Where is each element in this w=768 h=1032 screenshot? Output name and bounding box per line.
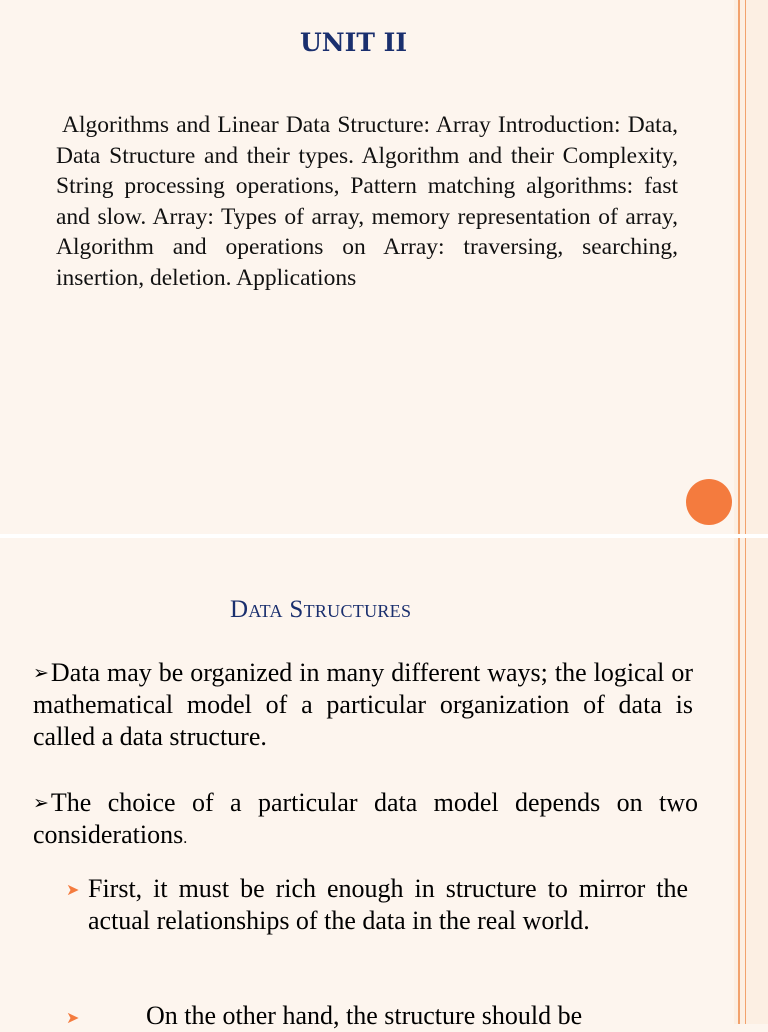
syllabus-paragraph: Algorithms and Linear Data Structure: Array Introduction: Data, Data Structure and their types. Algorithm and their Complexity, String processing operations, Pattern matching algorithms: fast and slow. Array: Types of array, memory representation of array, Algorithm and operations on Array: traversing, searching, insertion, deletion. Applications	[56, 112, 678, 291]
bullet-1-text: Data may be organized in many different ways; the logical or mathematical model of a particular organization of data is called a data structure.	[33, 658, 693, 751]
orange-chevron-icon: ➤	[66, 1008, 80, 1027]
arrow-bullet-icon: ➢	[33, 792, 49, 814]
section-title: Data Structures	[230, 596, 412, 623]
bullet-2-text: The choice of a particular data model depends on two considerations	[33, 788, 698, 849]
bullet-2	[33, 787, 698, 855]
orange-chevron-icon: ➤	[66, 880, 80, 899]
sub-bullet-2-text: On the other hand, the structure should be	[146, 1001, 583, 1030]
slide-divider	[0, 534, 768, 538]
unit-title: UNIT II	[300, 28, 408, 57]
orange-circle-icon	[686, 479, 732, 525]
sub-bullet-1: First, it must be rich enough in structure to mirror the actual relationships of the data in the real world.	[88, 874, 688, 935]
rail-line-inner	[745, 0, 746, 1024]
bullet-2-period: .	[183, 830, 188, 847]
rail-line-outer	[738, 0, 740, 1024]
sub-bullet-2	[88, 1000, 708, 1032]
bullet-1	[33, 657, 693, 753]
arrow-bullet-icon: ➢	[33, 662, 49, 684]
